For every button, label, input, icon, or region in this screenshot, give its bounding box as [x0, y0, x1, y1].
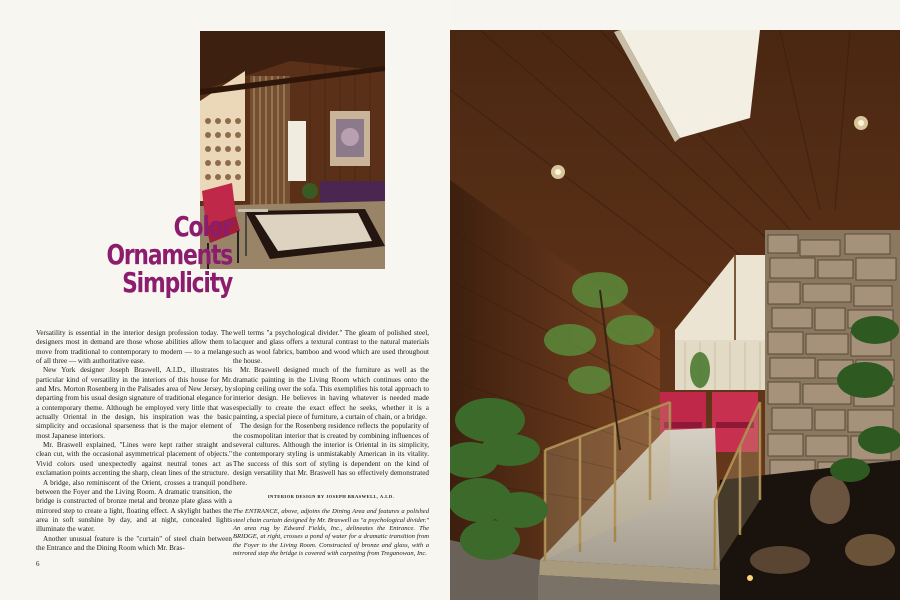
paragraph: Versatility is essential in the interior design profession today. The designers most in demand are those whose abilities allow them to move from traditional to contemporary to modern — to a melange of all three — with authoritative ease.: [36, 329, 232, 366]
headline-line-2: Ornaments: [106, 238, 232, 271]
bridge-photo-illustration: [450, 30, 900, 600]
headline-line-3: Simplicity: [122, 266, 232, 299]
headline-line-1: Color: [173, 210, 232, 243]
paragraph: well terms "a psychological divider." The gleam of polished steel, lacquer and glass offers a textural contrast to the natural materials such as wool fabrics, bamboo and wood which are used throughout the house.: [233, 329, 429, 366]
headline: [106, 210, 232, 299]
paragraph: A bridge, also reminiscent of the Orient, crosses a tranquil pond between the Foyer and the Living Room. A dramatic transition, the bridge is constructed of bronze metal and bronze plate glass with a mirrored step to create a light, floating effect. A skylight bathes the area in soft sunshine by day, and at night, concealed lights illuminate the water.: [36, 478, 232, 534]
page-number: 6: [36, 560, 40, 568]
paragraph: Mr. Braswell explained, "Lines were kept rather straight and clean cut, with the occasional asymmetrical placement of objects." Vivid colors used unexpectedly against neutral tones act as exclamation points accenting the sharp, clean lines of the structure.: [36, 441, 232, 478]
paragraph: The design for the Rosenberg residence reflects the popularity of the cosmopolitan interior that is created by combining influences of several cultures. Although the interior is Oriental in its simplicity, the contemporary styling is unmistakably American in its vitality. The success of this sort of styling is dependent on the kind of design versatility that Mr. Braswell has so effectively demonstrated here.: [233, 422, 429, 487]
bridge-photo: [450, 30, 900, 600]
photo-caption: The ENTRANCE, above, adjoins the Dining Area and features a polished steel chain curtain designed by Mr. Braswell as "a psychological divider." An area rug by Edward Fields, Inc., delineates the Entrance. The BRIDGE, at right, crosses a pond of water for a dramatic transition from the Foyer to the Living Room. Constructed of bronze and glass, with a mirrored step the bridge is covered with carpeting from Treganowan, Inc.: [233, 508, 429, 558]
article-column-1: [36, 329, 232, 553]
paragraph: Mr. Braswell designed much of the furniture as well as the dramatic painting in the Living Room which continues onto the sloping ceiling over the sofa. This exemplifies his total approach to interior design. He believes in having whatever is needed made especially to create the exact effect he seeks, whether it is a painting, a special piece of furniture, a curtain of chain, or a bridge.: [233, 366, 429, 422]
paragraph: New York designer Joseph Braswell, A.I.D., illustrates his particular kind of versatility in the interiors of this house for Mr. and Mrs. Morton Rosenberg in the Palisades area of New Jersey, by departing from his usual design signature of traditional elegance for a contemporary theme. Although he employed very little that was actually Oriental in the design, his inspiration was the basic simplicity and occasional sparseness that is the major element of most Japanese interiors.: [36, 366, 232, 440]
article-column-2: [233, 329, 429, 559]
paragraph: Another unusual feature is the "curtain" of steel chain between the Entrance and the Dining Room which Mr. Bras-: [36, 534, 232, 552]
designer-credit: INTERIOR DESIGN BY JOSEPH BRASWELL, A.I.D.: [267, 493, 395, 499]
